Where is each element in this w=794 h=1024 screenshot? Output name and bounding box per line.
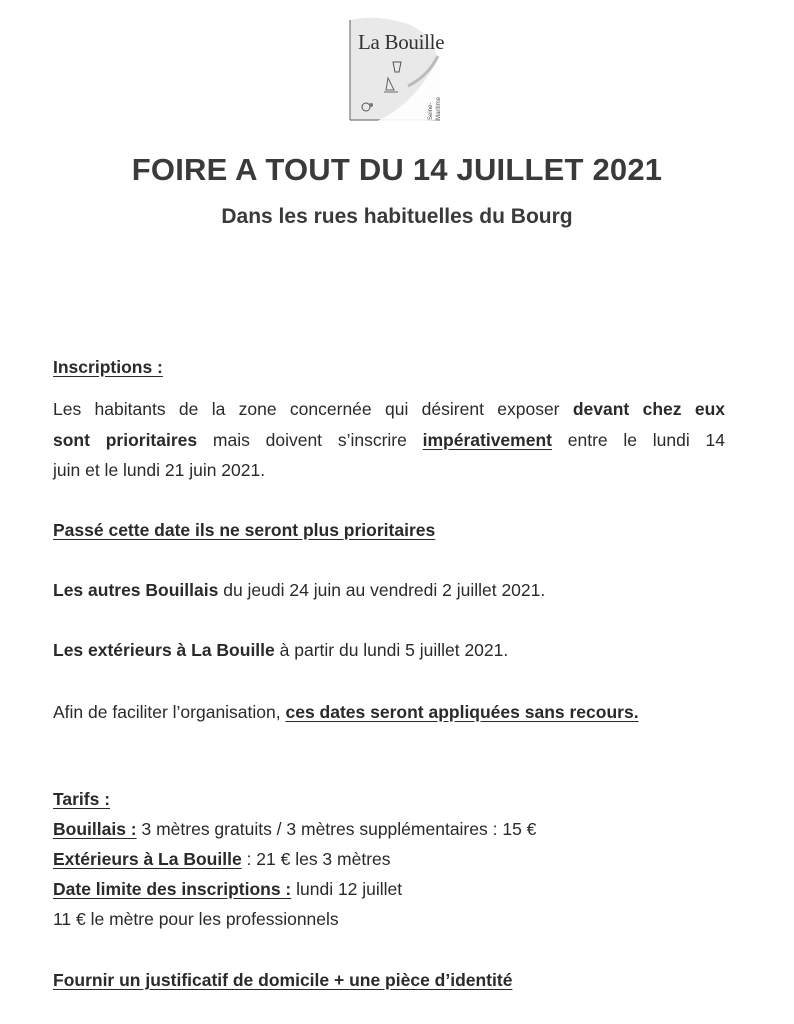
tarif-professionnels: 11 € le mètre pour les professionnels bbox=[53, 909, 339, 929]
page-subtitle: Dans les rues habituelles du Bourg bbox=[221, 205, 573, 228]
exterior-dates: Les extérieurs à La Bouille à partir du lundi 5 juillet 2021. bbox=[53, 640, 509, 660]
tarif-bouillais: Bouillais : 3 mètres gratuits / 3 mètres supplémentaires : 15 € bbox=[53, 819, 537, 839]
inscriptions-paragraph-line1: Les habitants de la zone concernée qui désirent exposer devant chez eux bbox=[53, 399, 725, 419]
tarifs-heading: Tarifs : bbox=[53, 789, 111, 809]
logo-title: La Bouille bbox=[358, 30, 445, 54]
logo-region-line2: Maritime bbox=[436, 96, 442, 120]
other-residents-dates: Les autres Bouillais du jeudi 24 juin au vendredi 2 juillet 2021. bbox=[53, 580, 546, 600]
tarif-date-limite: Date limite des inscriptions : lundi 12 juillet bbox=[53, 879, 403, 899]
priority-warning: Passé cette date ils ne seront plus prioritaires bbox=[53, 520, 436, 540]
inscriptions-paragraph-line3: juin et le lundi 21 juin 2021. bbox=[53, 460, 266, 480]
inscriptions-paragraph-line2: sont prioritaires mais doivent s’inscrire impérativement entre le lundi 14 bbox=[53, 430, 725, 450]
inscriptions-heading: Inscriptions : bbox=[53, 357, 163, 377]
tarif-exterieurs: Extérieurs à La Bouille : 21 € les 3 mètres bbox=[53, 849, 391, 869]
organisation-note: Afin de faciliter l’organisation, ces dates seront appliquées sans recours. bbox=[53, 702, 639, 722]
logo-region-line1: Seine- bbox=[428, 102, 434, 120]
documents-required: Fournir un justificatif de domicile + une pièce d’identité bbox=[53, 970, 513, 990]
page-title: FOIRE A TOUT DU 14 JUILLET 2021 bbox=[131, 152, 663, 187]
